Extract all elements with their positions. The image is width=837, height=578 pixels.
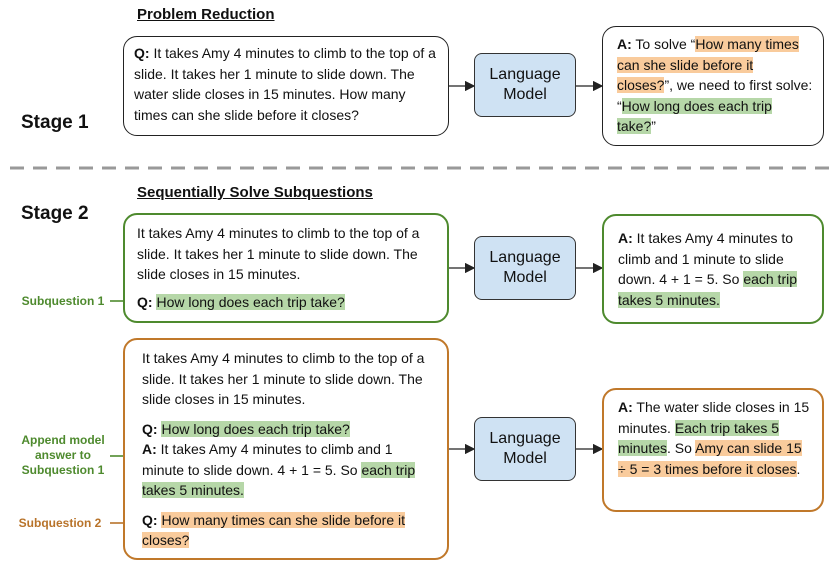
append-line2: answer to	[34, 448, 91, 462]
stage2-box2-question1: How long does each trip take?	[161, 420, 350, 437]
append-line1: Append model	[21, 433, 105, 447]
label-append-answer	[13, 433, 113, 478]
model-label-line2: Model	[503, 450, 547, 467]
stage1-question-box	[123, 36, 449, 136]
stage2-box2-answer1-highlight: each trip takes 5 minutes.	[142, 461, 416, 498]
stage1-answer-part3: ”	[651, 118, 656, 134]
model-label-line1: Language	[489, 249, 561, 266]
q-prefix: Q:	[137, 293, 153, 310]
stage2-language-model-1	[474, 236, 576, 300]
stage2-box1-question: How long does each trip take?	[156, 293, 345, 310]
stage2-answer1-highlight: each trip takes 5 minutes.	[618, 271, 798, 308]
answer-prefix: A:	[618, 399, 633, 415]
stage2-box2-question2: How many times can she slide before it closes?	[142, 511, 406, 548]
label-subquestion2: Subquestion 2	[18, 516, 102, 530]
model-label-line1: Language	[489, 66, 561, 83]
stage1-answer-highlight-subquestion2: How many times can she slide before it closes?	[617, 36, 799, 93]
stage2-language-model-2	[474, 417, 576, 481]
stage1-label: Stage 1	[21, 112, 89, 133]
stage1-question-text: It takes Amy 4 minutes to climb to the top of a slide. It takes her 1 minute to slide down. The water slide closes in 15 minutes. How many times can she slide before it closes?	[134, 45, 436, 123]
q-prefix: Q:	[142, 511, 158, 528]
stage2-answer2-highlight1: Each trip takes 5 minutes	[618, 419, 780, 456]
stage2-subquestion1-box	[123, 213, 449, 323]
stage1-language-model	[474, 53, 576, 117]
stage2-answer2-box	[602, 388, 824, 512]
model-label-line2: Model	[503, 269, 547, 286]
stage1-answer-box	[602, 26, 824, 146]
stage2-answer1-box	[602, 214, 824, 324]
section-title-problem-reduction: Problem Reduction	[137, 6, 275, 23]
a-prefix: A:	[142, 441, 157, 457]
stage2-label: Stage 2	[21, 203, 89, 224]
stage1-answer-part1: To solve “	[635, 36, 696, 52]
stage2-box1-context: It takes Amy 4 minutes to climb to the top of a slide. It takes her 1 minute to slide down. The slide closes in 15 minutes.	[137, 225, 420, 282]
stage2-answer2-text1: The water slide closes in 15 minutes.	[618, 399, 810, 436]
stage2-box2-context: It takes Amy 4 minutes to climb to the top of a slide. It takes her 1 minute to slide down. The slide closes in 15 minutes.	[142, 350, 425, 407]
stage2-box2-answer1-text: It takes Amy 4 minutes to climb and 1 minute to slide down. 4 + 1 = 5. So	[142, 441, 393, 478]
stage2-answer1-text: It takes Amy 4 minutes to climb and 1 minute to slide down. 4 + 1 = 5. So	[618, 230, 794, 287]
stage2-answer2-text2: . So	[667, 440, 696, 456]
q-prefix: Q:	[142, 420, 158, 437]
model-label-line1: Language	[489, 430, 561, 447]
question-prefix: Q:	[134, 45, 150, 61]
section-title-sequential: Sequentially Solve Subquestions	[137, 184, 373, 201]
append-line3: Subquestion 1	[21, 463, 105, 477]
stage1-answer-highlight-subquestion1: How long does each trip take?	[617, 97, 772, 134]
stage2-answer2-highlight2: Amy can slide 15 ÷ 5 = 3 times before it closes	[618, 440, 802, 477]
label-subquestion1: Subquestion 1	[21, 294, 105, 308]
stage1-answer-part2: ”, we need to first solve: “	[617, 77, 813, 114]
answer-prefix: A:	[617, 36, 632, 52]
stage2-answer2-text3: .	[796, 460, 801, 477]
stage2-subquestion2-box	[123, 338, 449, 560]
answer-prefix: A:	[618, 230, 633, 246]
model-label-line2: Model	[503, 86, 547, 103]
